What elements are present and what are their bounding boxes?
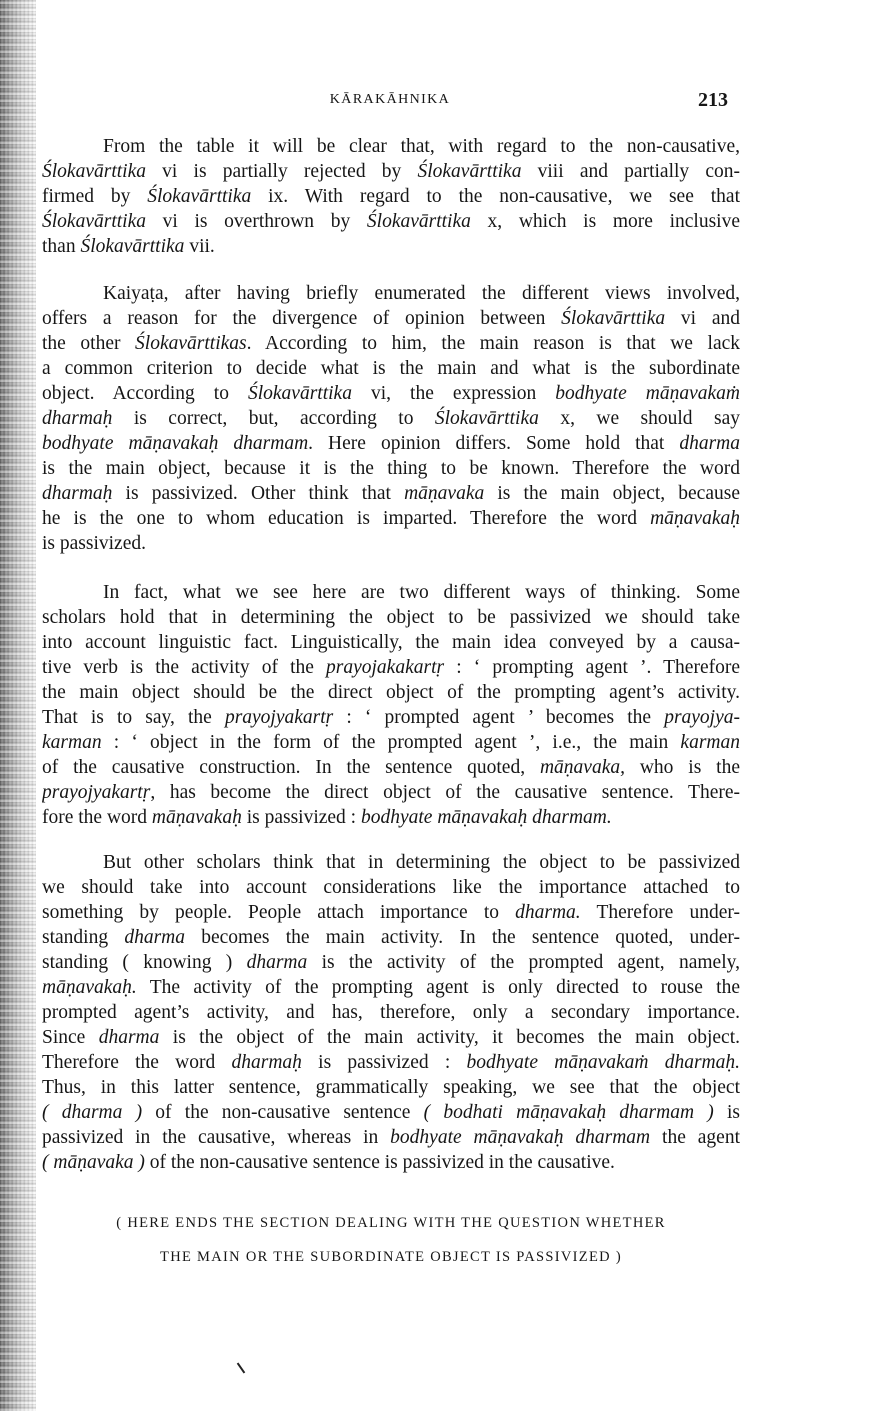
text-run: From the table it will be clear that, with regard to the non-causative, — [103, 136, 740, 157]
text-run: . According to him, the main reason is that we lack — [246, 333, 740, 354]
italic-term: prayojyakartṛ — [224, 707, 334, 728]
italic-term: bodhyate māṇavakaṁ dharmaḥ. — [466, 1052, 740, 1073]
italic-term: dharma — [124, 927, 185, 948]
text-run: vi is overthrown by — [145, 211, 367, 232]
text-line — [42, 1025, 740, 1050]
text-run: is passivized. Other think that — [112, 483, 405, 504]
italic-term: Ślokavārttika — [42, 161, 146, 182]
text-run: the other — [42, 333, 136, 354]
text-run: scholars hold that in determining the object to be passivized we should take — [42, 607, 740, 628]
text-run: we should take into account considerations like the importance attached to — [42, 877, 740, 898]
italic-term: Ślokavārttika — [366, 211, 471, 232]
italic-term: Ślokavārttika — [147, 186, 252, 207]
text-line — [42, 850, 740, 875]
italic-term: prayojya- — [664, 707, 740, 728]
text-line — [42, 531, 740, 556]
italic-term: Ślokavārttika — [434, 408, 539, 429]
italic-term: Ślokavārttika — [561, 308, 666, 329]
text-run: : ‘ object in the form of the prompted agent ’, i.e., the main — [101, 732, 681, 753]
italic-term: Ślokavārttika — [80, 236, 185, 257]
text-run: is — [713, 1102, 740, 1123]
text-line — [42, 605, 740, 630]
text-run: , has become the direct object of the causative sentence. There- — [150, 782, 740, 803]
italic-term: Ślokavārttikas — [135, 333, 247, 354]
italic-term: ( māṇavaka ) — [42, 1152, 145, 1173]
text-run: standing — [42, 927, 125, 948]
italic-term: māṇavakaḥ — [151, 807, 242, 828]
text-run: The activity of the prompting agent is only directed to rouse the — [136, 977, 740, 998]
text-run: Therefore under- — [580, 902, 740, 923]
text-line — [42, 234, 740, 259]
text-run: x, we should say — [538, 408, 740, 429]
italic-term: dharmaḥ — [42, 408, 113, 429]
text-line — [42, 506, 740, 531]
text-line — [42, 306, 740, 331]
text-run: into account linguistic fact. Linguistically, the main idea conveyed by a causa- — [42, 632, 740, 653]
paragraph-3 — [42, 580, 740, 830]
section-end-note — [42, 1206, 740, 1274]
text-run: who is the — [624, 757, 740, 778]
italic-term: dharma — [246, 952, 308, 973]
italic-term: māṇavaka, — [539, 757, 625, 778]
text-run: is correct, but, according to — [112, 408, 435, 429]
text-run: : ‘ prompted agent ’ becomes the — [333, 707, 665, 728]
text-line — [42, 950, 740, 975]
scan-edge-shadow — [0, 0, 36, 1411]
text-run: vi is partially rejected by — [145, 161, 418, 182]
text-line — [42, 805, 740, 830]
italic-term: māṇavakaḥ — [650, 508, 740, 529]
text-run: is the main object, because — [484, 483, 740, 504]
text-run: . Here opinion differs. Some hold that — [308, 433, 680, 454]
italic-term: Ślokavārttika — [42, 211, 146, 232]
running-title: KĀRAKĀHNIKA — [329, 92, 451, 107]
text-line — [42, 655, 740, 680]
text-line — [42, 381, 740, 406]
text-line — [42, 680, 740, 705]
italic-term: prayojakakartṛ — [326, 657, 445, 678]
text-run: the main object should be the direct object of the prompting agent’s activity. — [42, 682, 740, 703]
italic-term: Ślokavārttika — [247, 383, 352, 404]
text-run: than — [42, 236, 81, 257]
italic-term: karman — [42, 732, 102, 753]
text-run: In fact, what we see here are two different ways of thinking. Some — [103, 582, 740, 603]
text-run: is the object of the main activity, it becomes the main object. — [159, 1027, 740, 1048]
text-run: the agent — [650, 1127, 740, 1148]
text-run: something by people. People attach importance to — [42, 902, 516, 923]
text-run: firmed by — [42, 186, 148, 207]
text-run: Since — [42, 1027, 99, 1048]
text-run: prompted agent’s activity, and has, therefore, only a secondary importance. — [42, 1002, 740, 1023]
section-end-note-line-2: THE MAIN OR THE SUBORDINATE OBJECT IS PASSIVIZED ) — [160, 1249, 622, 1265]
text-line — [42, 184, 740, 209]
text-run: tive verb is the activity of the — [42, 657, 327, 678]
italic-term: bodhyate māṇavakaṁ — [555, 383, 740, 404]
text-run: is passivized. — [42, 533, 146, 554]
italic-term: Ślokavārttika — [417, 161, 522, 182]
text-run: ix. With regard to the non-causative, we see that — [251, 186, 740, 207]
text-line — [42, 209, 740, 234]
text-run: viii and partially con- — [521, 161, 740, 182]
text-run: is the main object, because it is the thing to be known. Therefore the word — [42, 458, 740, 479]
text-line — [42, 1075, 740, 1100]
scan-stray-mark — [237, 1363, 246, 1374]
text-run: vi, the expression — [351, 383, 556, 404]
italic-term: māṇavakaḥ. — [42, 977, 137, 998]
text-line — [42, 925, 740, 950]
text-line — [42, 1050, 740, 1075]
text-line — [42, 281, 740, 306]
text-line — [42, 159, 740, 184]
text-run: of the non-causative sentence — [142, 1102, 424, 1123]
text-run: of the causative construction. In the sentence quoted, — [42, 757, 540, 778]
text-run: Kaiyaṭa, after having briefly enumerated the different views involved, — [103, 283, 740, 304]
text-run: of the non-causative sentence is passivized in the causative. — [144, 1152, 615, 1173]
text-line — [42, 456, 740, 481]
text-run: becomes the main activity. In the sentence quoted, under- — [185, 927, 740, 948]
text-run: vi and — [665, 308, 740, 329]
italic-term: bodhyate māṇavakaḥ dharmam. — [360, 807, 612, 828]
text-run: a common criterion to decide what is the main and what is the subordinate — [42, 358, 740, 379]
text-line — [42, 1000, 740, 1025]
text-run: x, which is more inclusive — [470, 211, 740, 232]
text-line — [42, 900, 740, 925]
text-run: Therefore the word — [42, 1052, 232, 1073]
italic-term: dharma — [679, 433, 740, 454]
italic-term: dharma — [98, 1027, 160, 1048]
italic-term: dharmaḥ — [42, 483, 113, 504]
section-end-note-line-1: ( HERE ENDS THE SECTION DEALING WITH THE QUESTION WHETHER — [116, 1215, 666, 1231]
italic-term: karman — [680, 732, 740, 753]
text-run: fore the word — [42, 807, 152, 828]
text-run: is passivized : — [301, 1052, 467, 1073]
text-line — [42, 431, 740, 456]
page-number: 213 — [698, 89, 728, 111]
text-run: : ‘ prompting agent ’. Therefore — [444, 657, 740, 678]
text-line — [42, 406, 740, 431]
italic-term: dharmaḥ — [231, 1052, 302, 1073]
text-line — [42, 730, 740, 755]
text-line — [42, 356, 740, 381]
text-run: offers a reason for the divergence of opinion between — [42, 308, 562, 329]
text-line — [42, 630, 740, 655]
text-line — [42, 705, 740, 730]
text-line — [42, 481, 740, 506]
text-line — [42, 1100, 740, 1125]
italic-term: bodhyate māṇavakaḥ dharmam — [390, 1127, 651, 1148]
text-run: Thus, in this latter sentence, grammatically speaking, we see that the object — [42, 1077, 740, 1098]
text-run: But other scholars think that in determining the object to be passivized — [103, 852, 740, 873]
italic-term: prayojyakartṛ — [42, 782, 151, 803]
italic-term: māṇavaka — [404, 483, 485, 504]
text-run: vii. — [184, 236, 215, 257]
paragraph-4 — [42, 850, 740, 1175]
text-run: That is to say, the — [42, 707, 225, 728]
text-line — [42, 755, 740, 780]
text-run: he is the one to whom education is imparted. Therefore the word — [42, 508, 651, 529]
italic-term: bodhyate māṇavakaḥ dharmam — [42, 433, 309, 454]
text-run: is passivized : — [241, 807, 361, 828]
text-run: passivized in the causative, whereas in — [42, 1127, 391, 1148]
paragraph-2 — [42, 281, 740, 556]
text-run: is the activity of the prompted agent, namely, — [307, 952, 740, 973]
italic-term: dharma. — [515, 902, 581, 923]
text-line — [42, 134, 740, 159]
text-line — [42, 580, 740, 605]
paragraph-1 — [42, 134, 740, 259]
text-line — [42, 780, 740, 805]
text-line — [42, 1150, 740, 1175]
text-run: standing ( knowing ) — [42, 952, 247, 973]
text-line — [42, 331, 740, 356]
text-line — [42, 1125, 740, 1150]
italic-term: ( bodhati māṇavakaḥ dharmam ) — [423, 1102, 714, 1123]
italic-term: ( dharma ) — [42, 1102, 143, 1123]
text-run: object. According to — [42, 383, 248, 404]
text-line — [42, 975, 740, 1000]
text-line — [42, 875, 740, 900]
